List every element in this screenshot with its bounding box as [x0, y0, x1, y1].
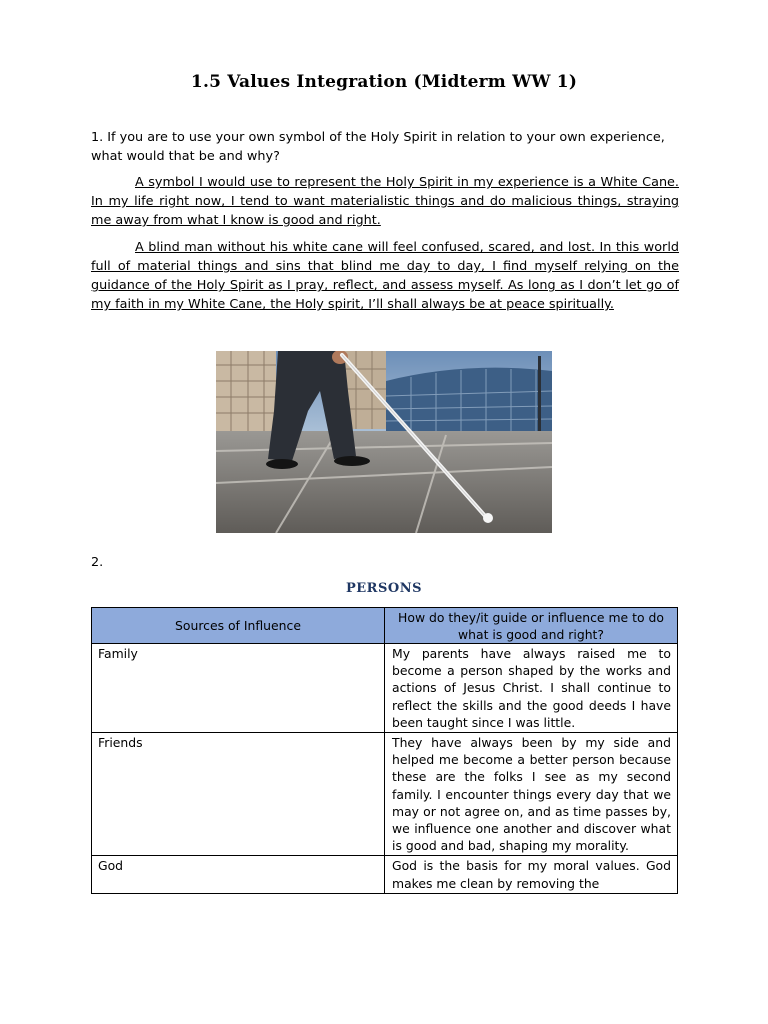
description-text: God is the basis for my moral values. God makes me clean by removing the	[392, 858, 671, 891]
table-row	[92, 644, 678, 733]
white-cane-photo	[216, 351, 552, 533]
table-header-row	[92, 608, 678, 644]
table-row	[92, 733, 678, 856]
description-cell: My parents have always raised me to become a person shaped by the works and actions of Jesus Christ. I shall continue to reflect the skills and the good deeds I have been taught since I was little.	[385, 644, 678, 733]
section-title: PERSONS	[346, 581, 422, 596]
description-cell: They have always been by my side and helped me become a better person because these are the folks I see as my second family. I encounter things every day that we may or not agree on, and as time passes by, we influence one another and discover what is good and bad, shaping my morality.	[385, 733, 678, 856]
table-row	[92, 856, 678, 894]
page-title: 1.5 Values Integration (Midterm WW 1)	[190, 72, 578, 92]
source-cell: Friends	[92, 733, 385, 856]
description-cell	[385, 856, 678, 894]
source-cell: Family	[92, 644, 385, 733]
answer-paragraph-1: A symbol I would use to represent the Holy Spirit in my experience is a White Cane. In my life right now, I tend to want materialistic things and do malicious things, straying me away from what I know is good and right.	[91, 175, 679, 228]
answer-paragraph-2: A blind man without his white cane will feel confused, scared, and lost. In this world full of material things and sins that blind me day to day, I find myself relying on the guidance of the Holy Spirit as I pray, reflect, and assess myself. As long as I don’t let go of my faith in my White Cane, the Holy spirit, I’ll shall always be at peace spiritually.	[91, 240, 679, 312]
column-header-sources: Sources of Influence	[92, 608, 385, 644]
question-2-number: 2.	[91, 555, 104, 570]
question-1: 1. If you are to use your own symbol of the Holy Spirit in relation to your own experience, what would that be and why?	[91, 130, 665, 164]
source-cell: God	[92, 856, 385, 894]
influence-table	[91, 607, 678, 894]
column-header-guidance: How do they/it guide or influence me to do what is good and right?	[385, 608, 678, 644]
